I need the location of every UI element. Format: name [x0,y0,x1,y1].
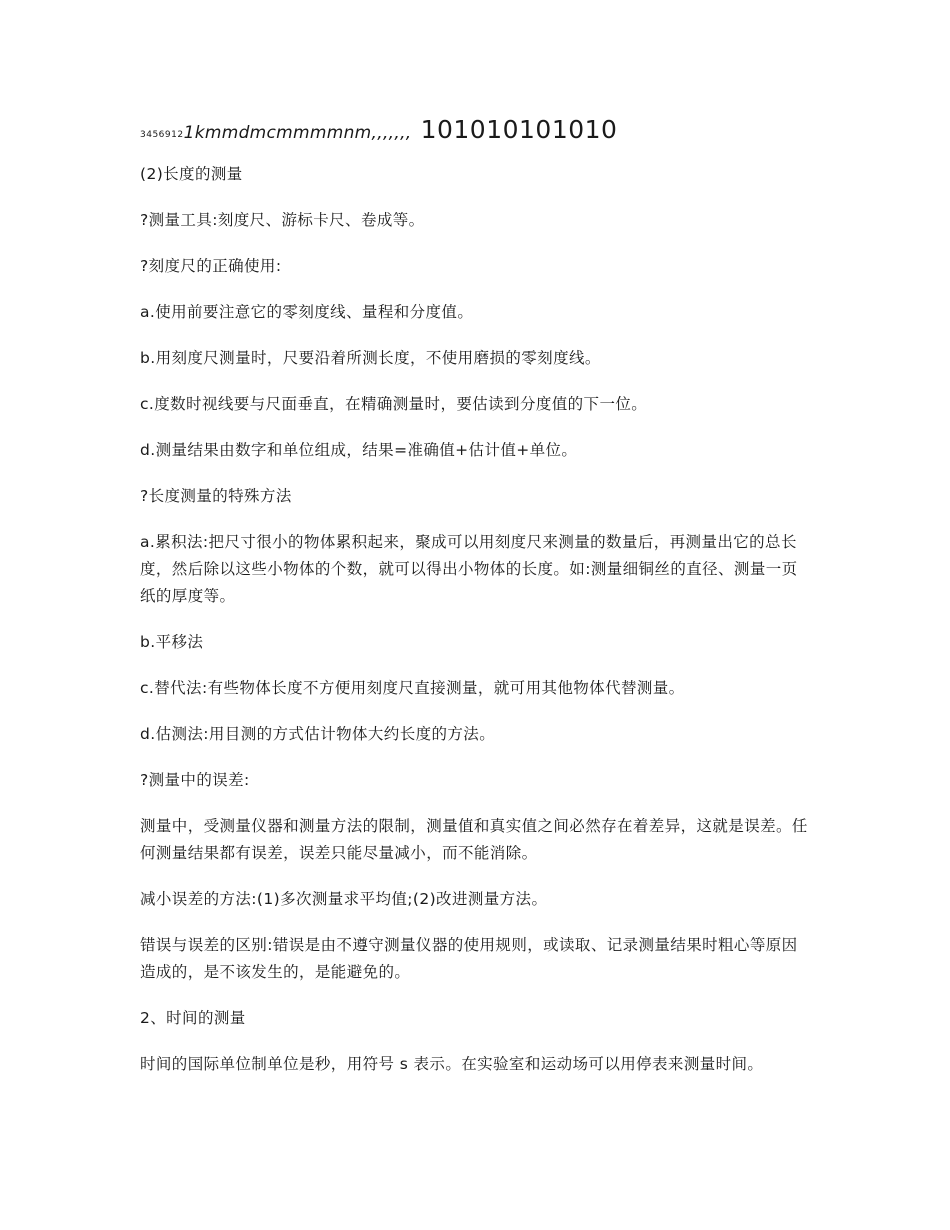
paragraph-error-heading: ?测量中的误差: [140,771,250,789]
paragraph-time-unit: 时间的国际单位制单位是秒，用符号 s 表示。在实验室和运动场可以用停表来测量时间。 [140,1055,764,1073]
section-heading-length: (2)长度的测量 [140,165,243,183]
paragraph-tools: ?测量工具:刻度尺、游标卡尺、卷成等。 [140,211,425,229]
paragraph-reduce-error: 减小误差的方法:(1)多次测量求平均值;(2)改进测量方法。 [140,890,548,908]
paragraph-ruler-c: c.度数时视线要与尺面垂直，在精确测量时，要估读到分度值的下一位。 [140,395,648,413]
paragraph-ruler-usage: ?刻度尺的正确使用: [140,257,282,275]
paragraph-ruler-d: d.测量结果由数字和单位组成，结果=准确值+估计值+单位。 [140,441,578,459]
paragraph-special-methods: ?长度测量的特殊方法 [140,487,292,505]
paragraph-ruler-b: b.用刻度尺测量时，尺要沿着所测长度，不使用磨损的零刻度线。 [140,349,601,367]
header-line [140,112,810,148]
header-small-digits: 3456912 [140,130,184,140]
paragraph-ruler-a: a.使用前要注意它的零刻度线、量程和分度值。 [140,303,474,321]
paragraph-method-c: c.替代法:有些物体长度不方便用刻度尺直接测量，就可用其他物体代替测量。 [140,679,685,697]
header-big-digits: 101010101010 [420,115,618,144]
document-page [140,112,810,1097]
paragraph-error-definition: 测量中，受测量仪器和测量方法的限制，测量值和真实值之间必然存在着差异，这就是误差。任何测量结果都有误差，误差只能尽量减小，而不能消除。 [140,817,808,862]
paragraph-method-b: b.平移法 [140,633,204,651]
header-mid-text: 1kmmdmcmmmmnm,,,,,,, [183,123,412,143]
paragraph-method-a: a.累积法:把尺寸很小的物体累积起来，聚成可以用刻度尺来测量的数量后，再测量出它的总长度，然后除以这些小物体的个数，就可以得出小物体的长度。如:测量细铜丝的直径、测量一页纸的厚度等。 [140,533,798,605]
paragraph-error-vs-mistake: 错误与误差的区别:错误是由不遵守测量仪器的使用规则，或读取、记录测量结果时粗心等原因造成的，是不该发生的，是能避免的。 [140,936,798,981]
section-heading-time: 2、时间的测量 [140,1009,246,1027]
paragraph-method-d: d.估测法:用目测的方式估计物体大约长度的方法。 [140,725,496,743]
